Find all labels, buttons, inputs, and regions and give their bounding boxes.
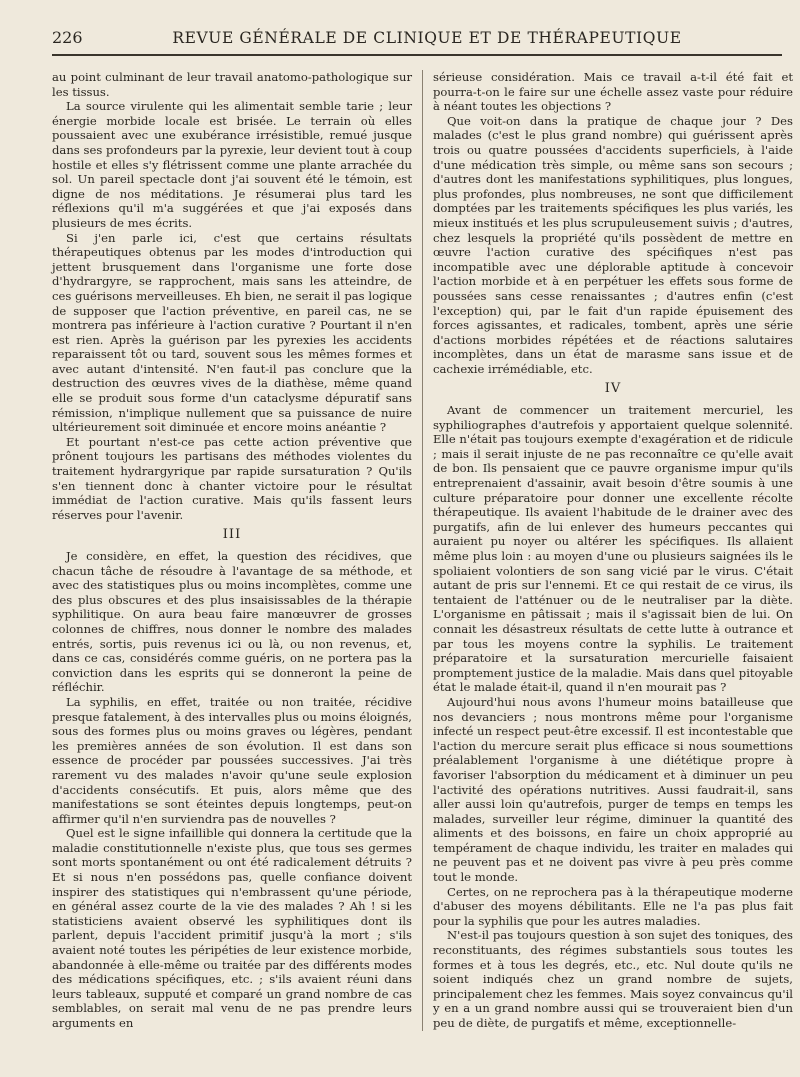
paragraph: Avant de commencer un traitement mercuriel, les syphiliographes d'autrefois y apportaient quelque solennité. Elle n'était pas toujours exempte d'exagération et de ridicule ; mais il serait injuste de ne pas reconnaître ce qu'elle avait de bon. Ils pensaient que ce pauvre organisme impur qu'ils entreprenaient d'assainir, avait besoin d'être soumis à une culture préparatoire pour donner une excellente récolte thérapeutique. Ils avaient l'habitude de le drainer avec des purgatifs, afin de lui enlever des humeurs peccantes qui auraient pu noyer ou altérer les spécifiques. Ils allaient même plus loin : au moyen d'une ou plusieurs saignées ils le spoliaient volontiers de son sang vicié par le virus. C'était autant de pris sur l'ennemi. Et ce qui restait de ce virus, ils tentaient de l'atténuer ou de le neutraliser par la diète. L'organisme en pâtissait ; mais il s'agissait bien de lui. On connait les désastreux résultats de cette lutte à outrance et par tous les moyens contre la syphilis. Le traitement préparatoire et la sursaturation mercurielle faisaient promptement justice de la maladie. Mais dans quel pitoyable état le malade était-il, quand il n'en mourait pas ? <box>433 403 793 695</box>
paragraph: La syphilis, en effet, traitée ou non traitée, récidive presque fatalement, à des intervalles plus ou moins éloignés, sous des formes plus ou moins graves ou légères, pendant les premières années de son évolution. Il est dans son essence de procéder par poussées successives. J'ai très rarement vu des malades n'avoir qu'une seule explosion d'accidents consécutifs. Et puis, alors même que des manifestations se sont éteintes depuis longtemps, peut-on affirmer qu'il n'en surviendra pas de nouvelles ? <box>52 694 412 826</box>
section-number: III <box>222 527 242 543</box>
page-header <box>52 28 782 56</box>
paragraph: Que voit-on dans la pratique de chaque jour ? Des malades (c'est le plus grand nombre) qui guérissent après trois ou quatre poussées d'accidents superficiels, à l'aide d'une médication très simple, ou même sans son secours ; d'autres dont les manifestations syphilitiques, plus longues, plus profondes, plus nombreuses, ne sont que difficilement domptées par les traitements spécifiques les plus variés, les mieux institués et les plus scrupuleusement suivis ; d'autres, chez lesquels la propriété qu'ils possèdent de mettre en œuvre l'action curative des spécifiques n'est pas incompatible avec une déplorable aptitude à concevoir l'action morbide et à en perpétuer les effets sous forme de poussées sans cesse renaissantes ; d'autres enfin (c'est l'exception) qui, par le fait d'un rapide épuisement des forces agissantes, et radicales, tombent, après une série d'actions morbides répétées et de réactions salutaires incomplètes, dans un état de marasme sans issue et de cachexie irrémédiable, etc. <box>433 113 793 376</box>
text-columns <box>52 70 793 1031</box>
running-title: REVUE GÉNÉRALE DE CLINIQUE ET DE THÉRAPEUTIQUE <box>172 29 682 47</box>
paragraph: Et pourtant n'est-ce pas cette action préventive que prônent toujours les partisans des méthodes violentes du traitement hydrargyrique par rapide sursaturation ? Qu'ils s'en tiennent donc à chanter victoire pour le résultat immédiat de l'action curative. Mais qu'ils fassent leurs réserves pour l'avenir. <box>52 434 412 522</box>
paragraph: Aujourd'hui nous avons l'humeur moins batailleuse que nos devanciers ; nous montrons même pour l'organisme infecté un respect peut-être excessif. Il est incontestable que l'action du mercure serait plus efficace si nous soumettions préalablement l'organisme à une diététique propre à favoriser l'absorption du médicament et à diminuer un peu l'activité des opérations nutritives. Aussi faudrait-il, sans aller aussi loin qu'autrefois, purger de temps en temps les malades, surveiller leur régime, diminuer la quantité des aliments et des boissons, en faire un choix approprié au tempérament de chaque individu, les traiter en malades qui ne peuvent pas et ne doivent pas vivre à peu près comme tout le monde. <box>433 694 793 885</box>
page-number: 226 <box>52 28 83 47</box>
paragraph: La source virulente qui les alimentait semble tarie ; leur énergie morbide locale est brisée. Le terrain où elles poussaient avec une exubérance irrésistible, remué jusque dans ses profondeurs par la pyrexie, leur devient tout à coup hostile et elles s'y flétrissent comme une plante arrachée du sol. Un pareil spectacle dont j'ai souvent été le témoin, est digne de nos méditations. Je résumerai plus tard les réflexions qu'il m'a suggérées et que j'ai exposés dans plusieurs de mes écrits. <box>52 99 412 230</box>
column-divider <box>422 70 423 1031</box>
right-column <box>433 70 793 1031</box>
paragraph: Certes, on ne reprochera pas à la thérapeutique moderne d'abuser des moyens débilitants. Elle ne l'a pas plus fait pour la syphilis que pour les autres maladies. <box>433 884 793 928</box>
paragraph: Je considère, en effet, la question des récidives, que chacun tâche de résoudre à l'avantage de sa méthode, et avec des statistiques plus ou moins incomplètes, comme une des plus obscures et des plus insaisissables de la thérapie syphilitique. On aura beau faire manœuvrer de grosses colonnes de chiffres, nous donner le nombre des malades entrés, sortis, puis revenus ici ou là, ou non revenus, et, dans ce cas, considérés comme guéris, on ne portera pas la conviction dans les esprits qui se donneront la peine de réfléchir. <box>52 549 412 695</box>
paragraph: au point culminant de leur travail anatomo-pathologique sur les tissus. <box>52 70 412 99</box>
left-column <box>52 70 412 1031</box>
paragraph: Si j'en parle ici, c'est que certains résultats thérapeutiques obtenus par les modes d'introduction qui jettent brusquement dans l'organisme une forte dose d'hydrargyre, se rapprochent, mais sans les atteindre, de ces guérisons merveilleuses. Eh bien, ne serait il pas logique de supposer que l'action préventive, en pareil cas, ne se montrera pas inférieure à l'action curative ? Pourtant il n'en est rien. Après la guérison par les pyrexies les accidents reparaissent tôt ou tard, souvent sous les mêmes formes et avec autant d'intensité. N'en faut-il pas conclure que la destruction des œuvres vives de la diathèse, même quand elle se produit sous forme d'un cataclysme dépuratif sans rémission, n'implique nullement que sa puissance de nuire ultérieurement soit diminuée et encore moins anéantie ? <box>52 230 412 435</box>
paragraph: N'est-il pas toujours question à son sujet des toniques, des reconstituants, des régimes substantiels sous toutes les formes et à tous les degrés, etc., etc. Nul doute qu'ils ne soient indiqués chez un grand nombre de sujets, principalement chez les femmes. Mais soyez convaincus qu'il y en a un grand nombre aussi qui se trouveraient bien d'un peu de diète, de purgatifs et même, exceptionnelle- <box>433 928 793 1030</box>
paragraph: sérieuse considération. Mais ce travail a-t-il été fait et pourra-t-on le faire sur une échelle assez vaste pour réduire à néant toutes les objections ? <box>433 70 793 114</box>
section-number: IV <box>604 381 622 397</box>
paragraph: Quel est le signe infaillible qui donnera la certitude que la maladie constitutionnelle n'existe plus, que tous ses germes sont morts spontanément ou ont été radicalement détruits ? Et si nous n'en possédons pas, quelle confiance doivent inspirer des statistiques qui n'embrassent qu'une période, en général assez courte de la vie des malades ? Ah ! si les statisticiens avaient observé les syphilitiques dont ils parlent, depuis l'accident primitif jusqu'à la mort ; s'ils avaient noté toutes les péripéties de leur existence morbide, abandonnée à elle-même ou traitée par des différents modes des médications spécifiques, etc. ; s'ils avaient réuni dans leurs tableaux, supputé et comparé un grand nombre de cas semblables, on serait mal venu de ne pas prendre leurs arguments en <box>52 826 412 1030</box>
